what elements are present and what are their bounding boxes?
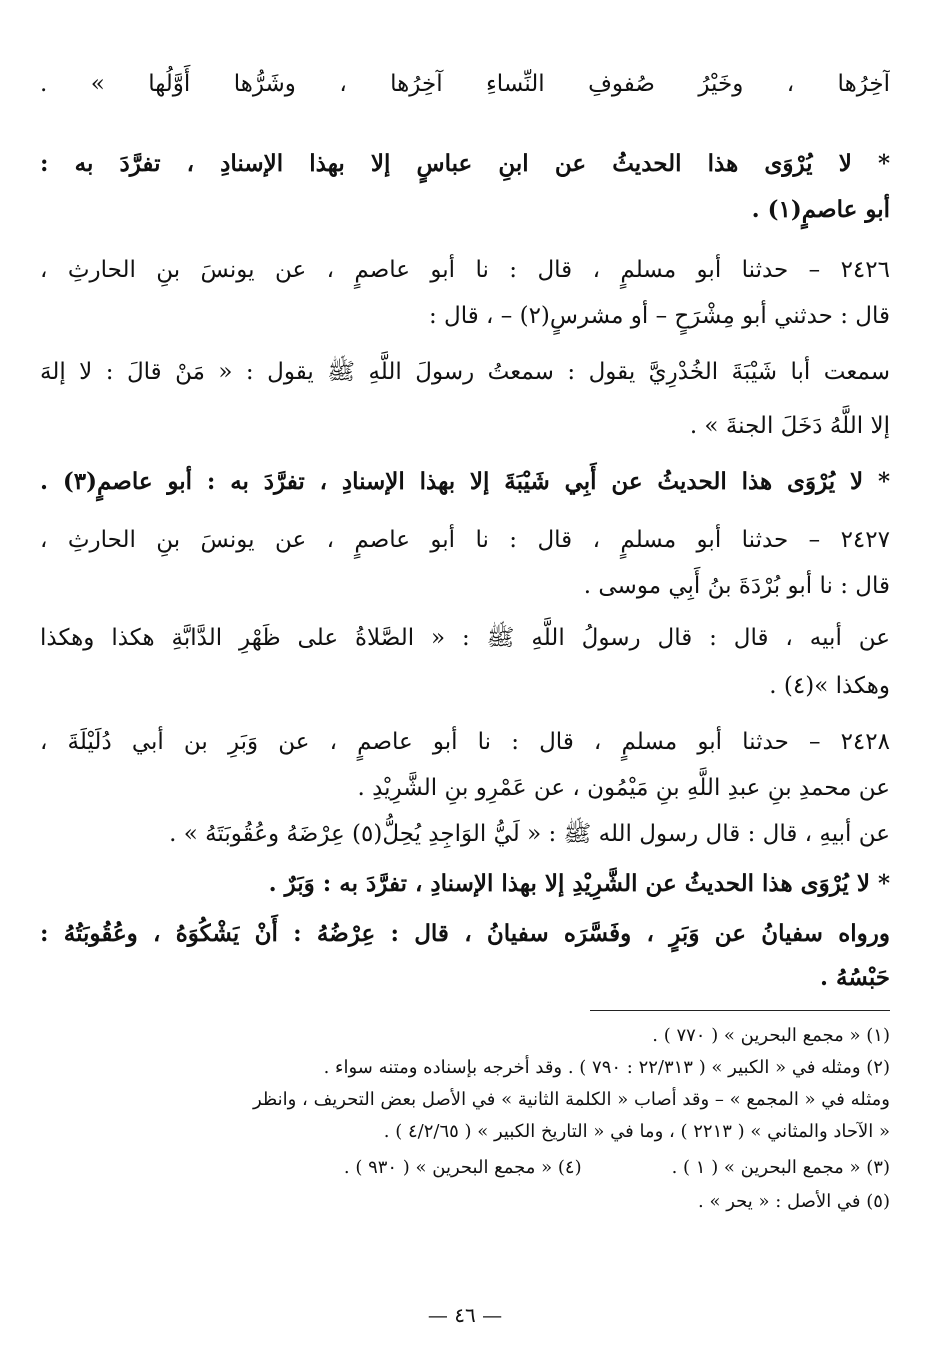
- note-2426: * لا يُرْوَى هذا الحديثُ عن أَبِي شَيْبَةَ إلا بهذا الإسنادِ ، تفرَّدَ به : أبو عاصمٍ(٣) .: [40, 468, 890, 495]
- hadith-2426-line-2: قال : حدثني أبو مِشْرَحٍ – أو مشرسٍ(٢) – ، قال :: [428, 303, 890, 329]
- hadith-2427-line-1: ٢٤٢٧ – حدثنا أبو مسلمٍ ، قال : نا أبو عاصمٍ ، عن يونسَ بنِ الحارثِ ،: [40, 527, 890, 553]
- footnote-1: (١) « مجمع البحرين » ( ٧٧٠ ) .: [652, 1025, 890, 1046]
- hadith-2426-line-4: إلا اللَّهُ دَخَلَ الجنةَ » .: [689, 413, 890, 439]
- note-2428: * لا يُرْوَى هذا الحديثُ عن الشَّرِيْدِ إلا بهذا الإسنادِ ، تفرَّدَ به : وَبَرٌ .: [268, 870, 890, 897]
- hadith-2426-line-3: سمعت أبا شَيْبَةَ الخُدْرِيَّ يقول : سمعتُ رسولَ اللَّهِ ﷺ يقول : « مَنْ قالَ : لا إلهَ: [40, 359, 890, 385]
- footnote-3: (٣) « مجمع البحرين » ( ١ ) .: [671, 1157, 890, 1178]
- footnote-2: (٢) ومثله في « الكبير » ( ٢٢/٣١٣ : ٧٩٠ ) . وقد أخرجه بإسناده ومتنه سواء .: [323, 1057, 890, 1078]
- note-line-2: أبو عاصمٍ(١) .: [751, 196, 890, 223]
- footnote-5: (٥) في الأصل : « يحر » .: [698, 1191, 890, 1212]
- footnote-separator: [590, 1010, 890, 1011]
- note-line-1: * لا يُرْوَى هذا الحديثُ عن ابنِ عباسٍ إلا بهذا الإسنادِ ، تفرَّدَ به :: [40, 150, 890, 177]
- footnote-4: (٤) « مجمع البحرين » ( ٩٣٠ ) .: [343, 1157, 582, 1178]
- commentary-line-1: ورواه سفيانُ عن وَبَرٍ ، وفَسَّرَه سفيانُ ، قال : عِرْضُهُ : أَنْ يَشْكُوَهُ ، وعُقُوبَتُهُ :: [40, 920, 890, 947]
- hadith-2428-line-3: عن أبيهِ ، قال : قال رسول الله ﷺ : « لَيُّ الوَاجِدِ يُحِلُّ(٥) عِرْضَهُ وعُقُوبَتَهُ » .: [169, 821, 890, 847]
- body-line-1: آخِرُها ، وخَيْرُ صُفوفِ النِّساءِ آخِرُها ، وشَرُّها أَوَّلُها » .: [40, 71, 890, 97]
- footnote-2-cont-2: « الآحاد والمثاني » ( ٢٢١٣ ) ، وما في « التاريخ الكبير » ( ٤/٢/٦٥ ) .: [383, 1121, 890, 1142]
- hadith-2427-line-3: عن أبيه ، قال : قال رسولُ اللَّهِ ﷺ : « الصَّلاةُ على ظَهْرِ الدَّابَّةِ هكذا وهكذا: [40, 625, 890, 651]
- hadith-2428-line-2: عن محمدِ بنِ عبدِ اللَّهِ بنِ مَيْمُون ، عن عَمْرِو بنِ الشَّرِيْدِ .: [357, 775, 890, 801]
- hadith-2427-line-4: وهكذا »(٤) .: [769, 673, 890, 699]
- document-page: [40, 40, 890, 1340]
- hadith-2428-line-1: ٢٤٢٨ – حدثنا أبو مسلمٍ ، قال : نا أبو عاصمٍ ، عن وَبَرِ بن أبي دُلَيْلَةَ ،: [40, 729, 890, 755]
- hadith-2427-line-2: قال : نا أبو بُرْدَةَ بنُ أَبِي موسى .: [583, 573, 890, 599]
- footnotes-3-4: [40, 1152, 890, 1184]
- footnote-2-cont-1: ومثله في « المجمع » – وقد أصاب « الكلمة الثانية » في الأصل بعض التحريف ، وانظر: [252, 1089, 890, 1110]
- hadith-2426-line-1: ٢٤٢٦ – حدثنا أبو مسلمٍ ، قال : نا أبو عاصمٍ ، عن يونسَ بنِ الحارثِ ،: [40, 257, 890, 283]
- page-number: — ٤٦ —: [427, 1303, 503, 1327]
- commentary-line-2: حَبْسُهُ .: [819, 964, 890, 991]
